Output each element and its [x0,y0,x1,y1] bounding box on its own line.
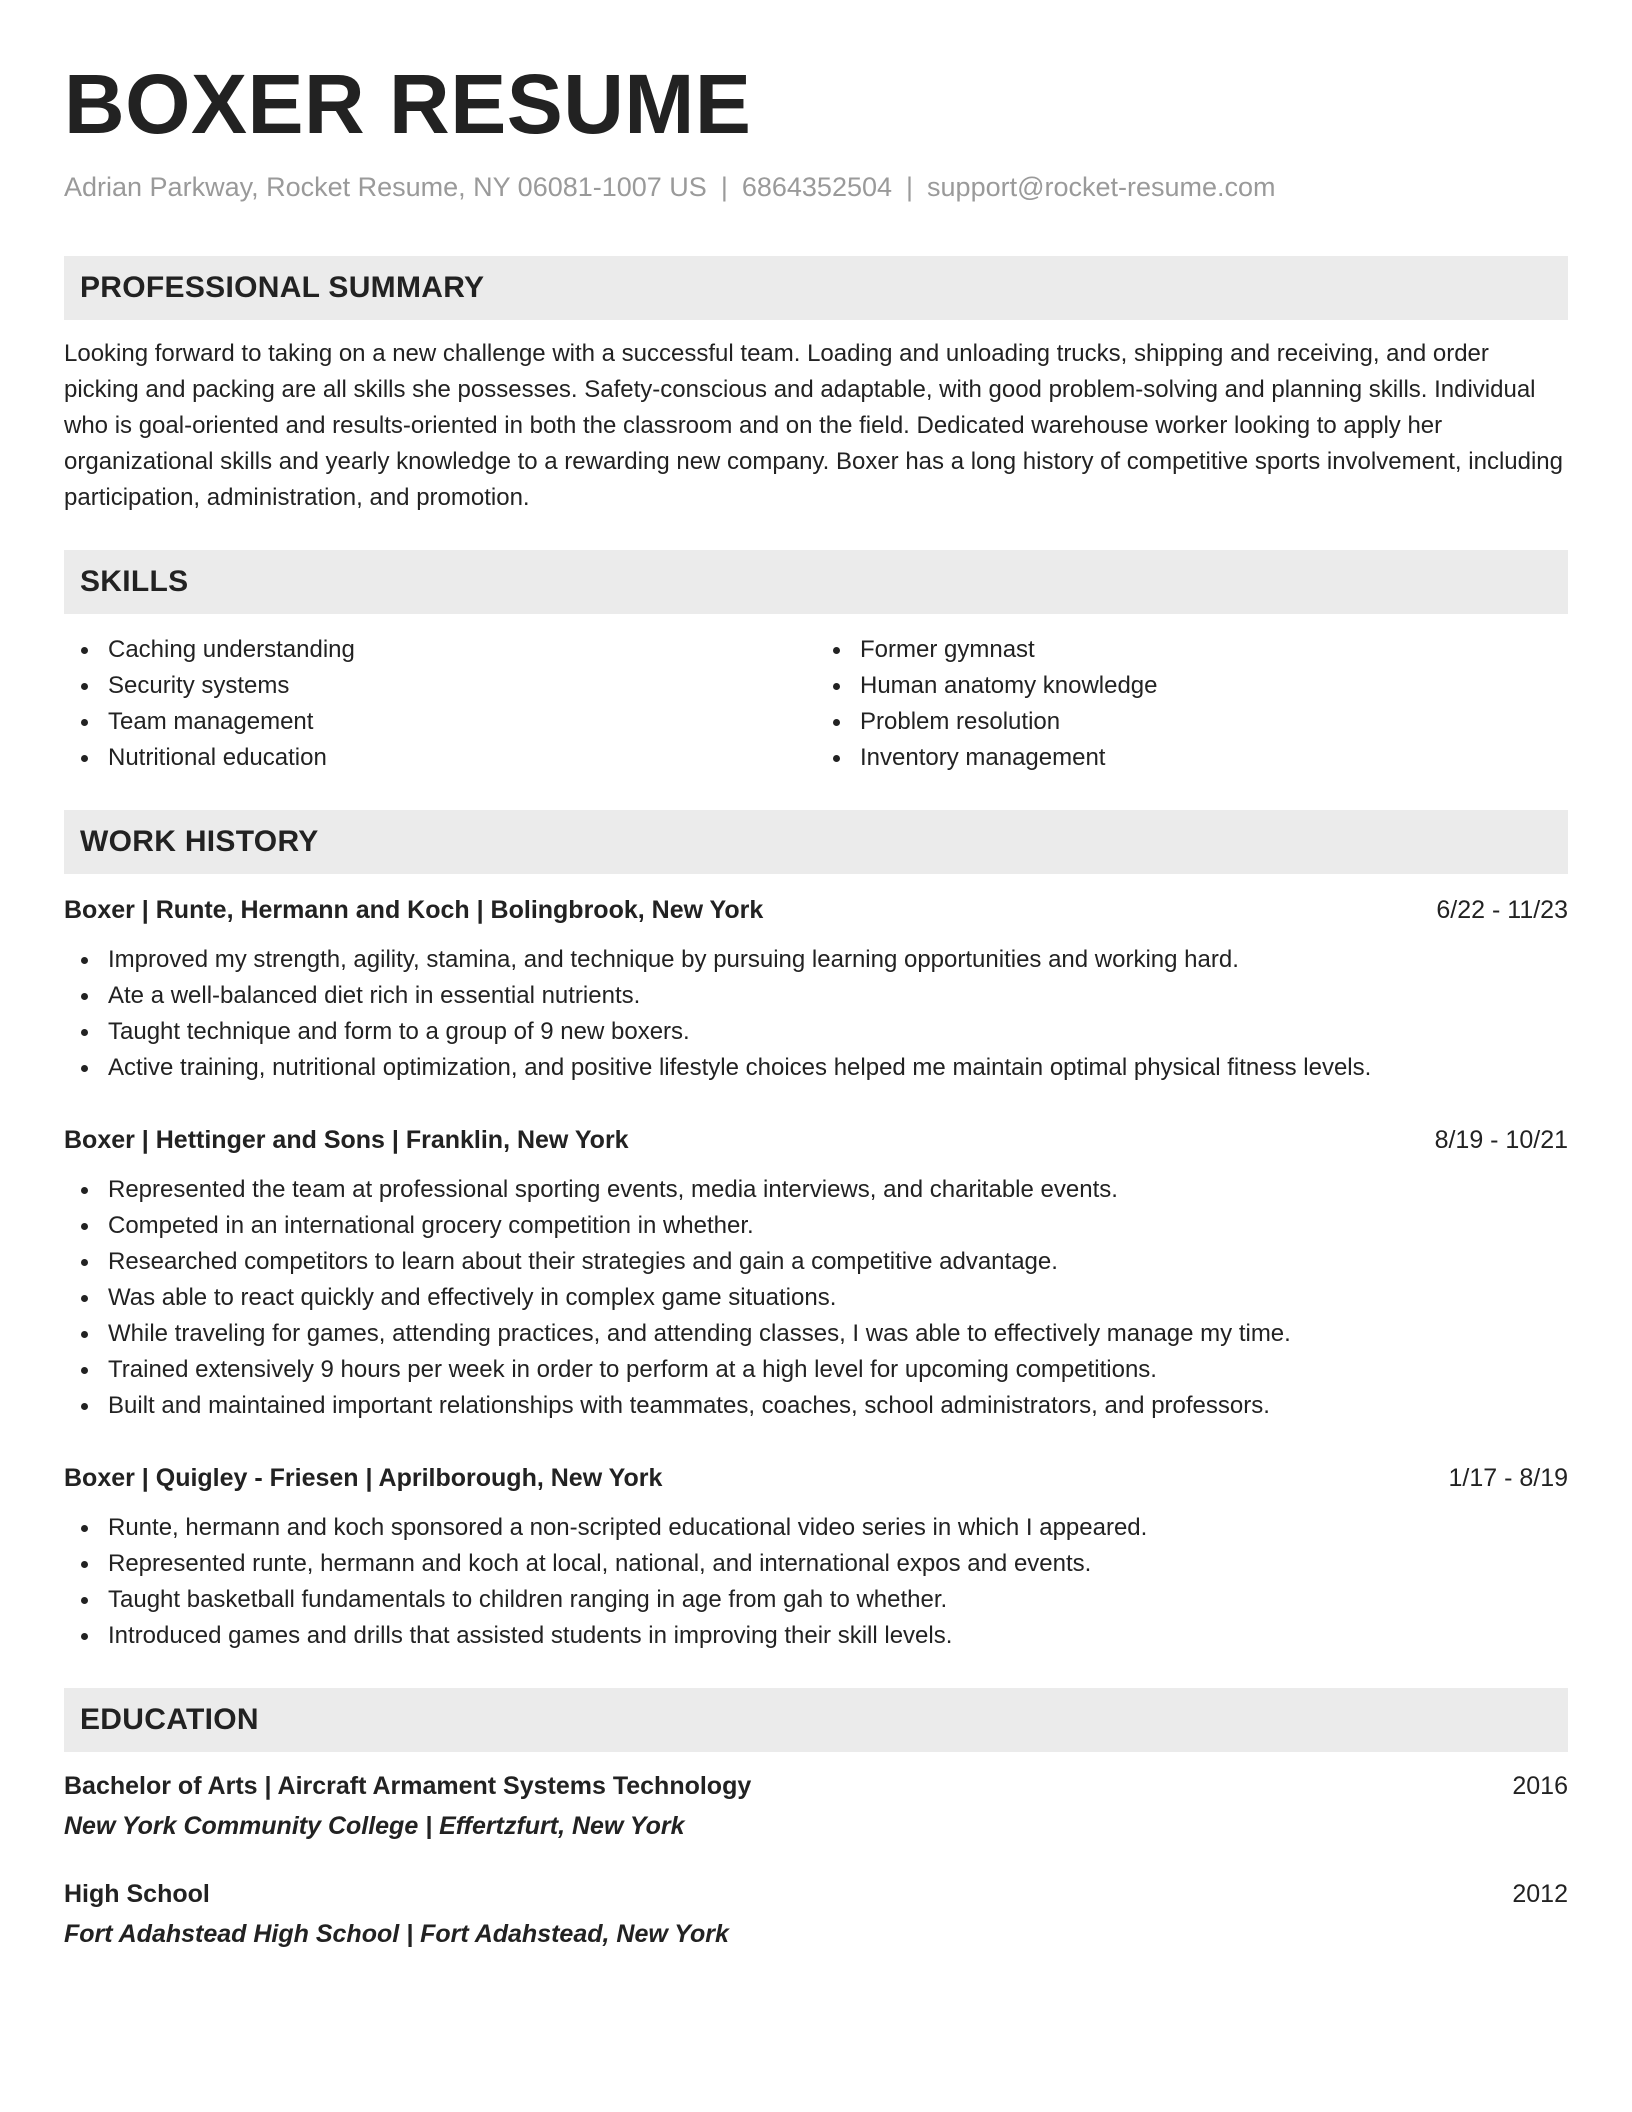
job-header [64,1460,1568,1496]
education-entry [64,1876,1568,1952]
skill-item: Team management [64,704,816,740]
job-bullet: Improved my strength, agility, stamina, and technique by pursuing learning opportunities and working hard. [64,942,1568,978]
job-title: Boxer | Quigley - Friesen | Aprilborough, New York [64,1464,663,1492]
job-dates: 8/19 - 10/21 [1434,1126,1568,1154]
section-header-work-history: WORK HISTORY [64,810,1568,874]
section-header-education: EDUCATION [64,1688,1568,1752]
contact-address: Adrian Parkway, Rocket Resume, NY 06081-1007 US [64,172,707,202]
contact-separator: | [720,172,728,202]
job-bullet: Built and maintained important relationships with teammates, coaches, school administrators, and professors. [64,1388,1568,1424]
job-entry [64,1460,1568,1654]
job-bullet: Taught technique and form to a group of 9 new boxers. [64,1014,1568,1050]
job-header [64,892,1568,928]
job-title: Boxer | Hettinger and Sons | Franklin, New York [64,1126,629,1154]
summary-text: Looking forward to taking on a new challenge with a successful team. Loading and unloading trucks, shipping and receiving, and order picking and packing are all skills she possesses. Safety-conscious and adaptable, with good problem-solving and planning skills. Individual who is goal-oriented and results-oriented in both the classroom and on the field. Dedicated warehouse worker looking to apply her organizational skills and yearly knowledge to a rewarding new company. Boxer has a long history of competitive sports involvement, including participation, administration, and promotion. [64,340,1564,511]
job-header [64,1122,1568,1158]
job-dates: 6/22 - 11/23 [1436,896,1568,924]
job-title: Boxer | Runte, Hermann and Koch | Bolingbrook, New York [64,896,764,924]
section-header-skills: SKILLS [64,550,1568,614]
education-degree: Bachelor of Arts | Aircraft Armament Systems Technology [64,1772,752,1800]
job-dates: 1/17 - 8/19 [1448,1464,1568,1492]
contact-email: support@rocket-resume.com [927,172,1276,202]
job-bullet: Researched competitors to learn about their strategies and gain a competitive advantage. [64,1244,1568,1280]
job-bullets [64,1510,1568,1654]
education-header [64,1768,1568,1804]
job-bullet: Was able to react quickly and effectively in complex game situations. [64,1280,1568,1316]
job-bullet: While traveling for games, attending practices, and attending classes, I was able to effectively manage my time. [64,1316,1568,1352]
skill-item: Inventory management [816,740,1568,776]
job-bullet: Competed in an international grocery competition in whether. [64,1208,1568,1244]
education-school: Fort Adahstead High School | Fort Adahstead, New York [64,1920,729,1948]
job-bullet: Represented the team at professional sporting events, media interviews, and charitable events. [64,1172,1568,1208]
resume-title: BOXER RESUME [64,57,752,151]
job-bullet: Runte, hermann and koch sponsored a non-scripted educational video series in which I appeared. [64,1510,1568,1546]
job-bullet: Active training, nutritional optimization, and positive lifestyle choices helped me maintain optimal physical fitness levels. [64,1050,1568,1086]
skill-item: Caching understanding [64,632,816,668]
job-bullet: Represented runte, hermann and koch at local, national, and international expos and events. [64,1546,1568,1582]
education-degree: High School [64,1880,210,1908]
job-entry [64,1122,1568,1424]
skill-item: Former gymnast [816,632,1568,668]
education-school: New York Community College | Effertzfurt, New York [64,1812,685,1840]
section-header-summary: PROFESSIONAL SUMMARY [64,256,1568,320]
job-entry [64,892,1568,1086]
job-bullet: Trained extensively 9 hours per week in order to perform at a high level for upcoming competitions. [64,1352,1568,1388]
skill-item: Problem resolution [816,704,1568,740]
education-year: 2012 [1512,1880,1568,1908]
job-bullets [64,942,1568,1086]
job-bullets [64,1172,1568,1424]
skills-list [64,632,1568,776]
skills-column-right [816,632,1568,776]
skills-column-left [64,632,816,776]
skill-item: Security systems [64,668,816,704]
education-year: 2016 [1512,1772,1568,1800]
contact-phone: 6864352504 [741,172,893,202]
skill-item: Human anatomy knowledge [816,668,1568,704]
contact-separator: | [906,172,914,202]
job-bullet: Taught basketball fundamentals to children ranging in age from gah to whether. [64,1582,1568,1618]
education-entry [64,1768,1568,1844]
education-header [64,1876,1568,1912]
skill-item: Nutritional education [64,740,816,776]
job-bullet: Introduced games and drills that assisted students in improving their skill levels. [64,1618,1568,1654]
contact-line [64,170,1568,204]
job-bullet: Ate a well-balanced diet rich in essential nutrients. [64,978,1568,1014]
